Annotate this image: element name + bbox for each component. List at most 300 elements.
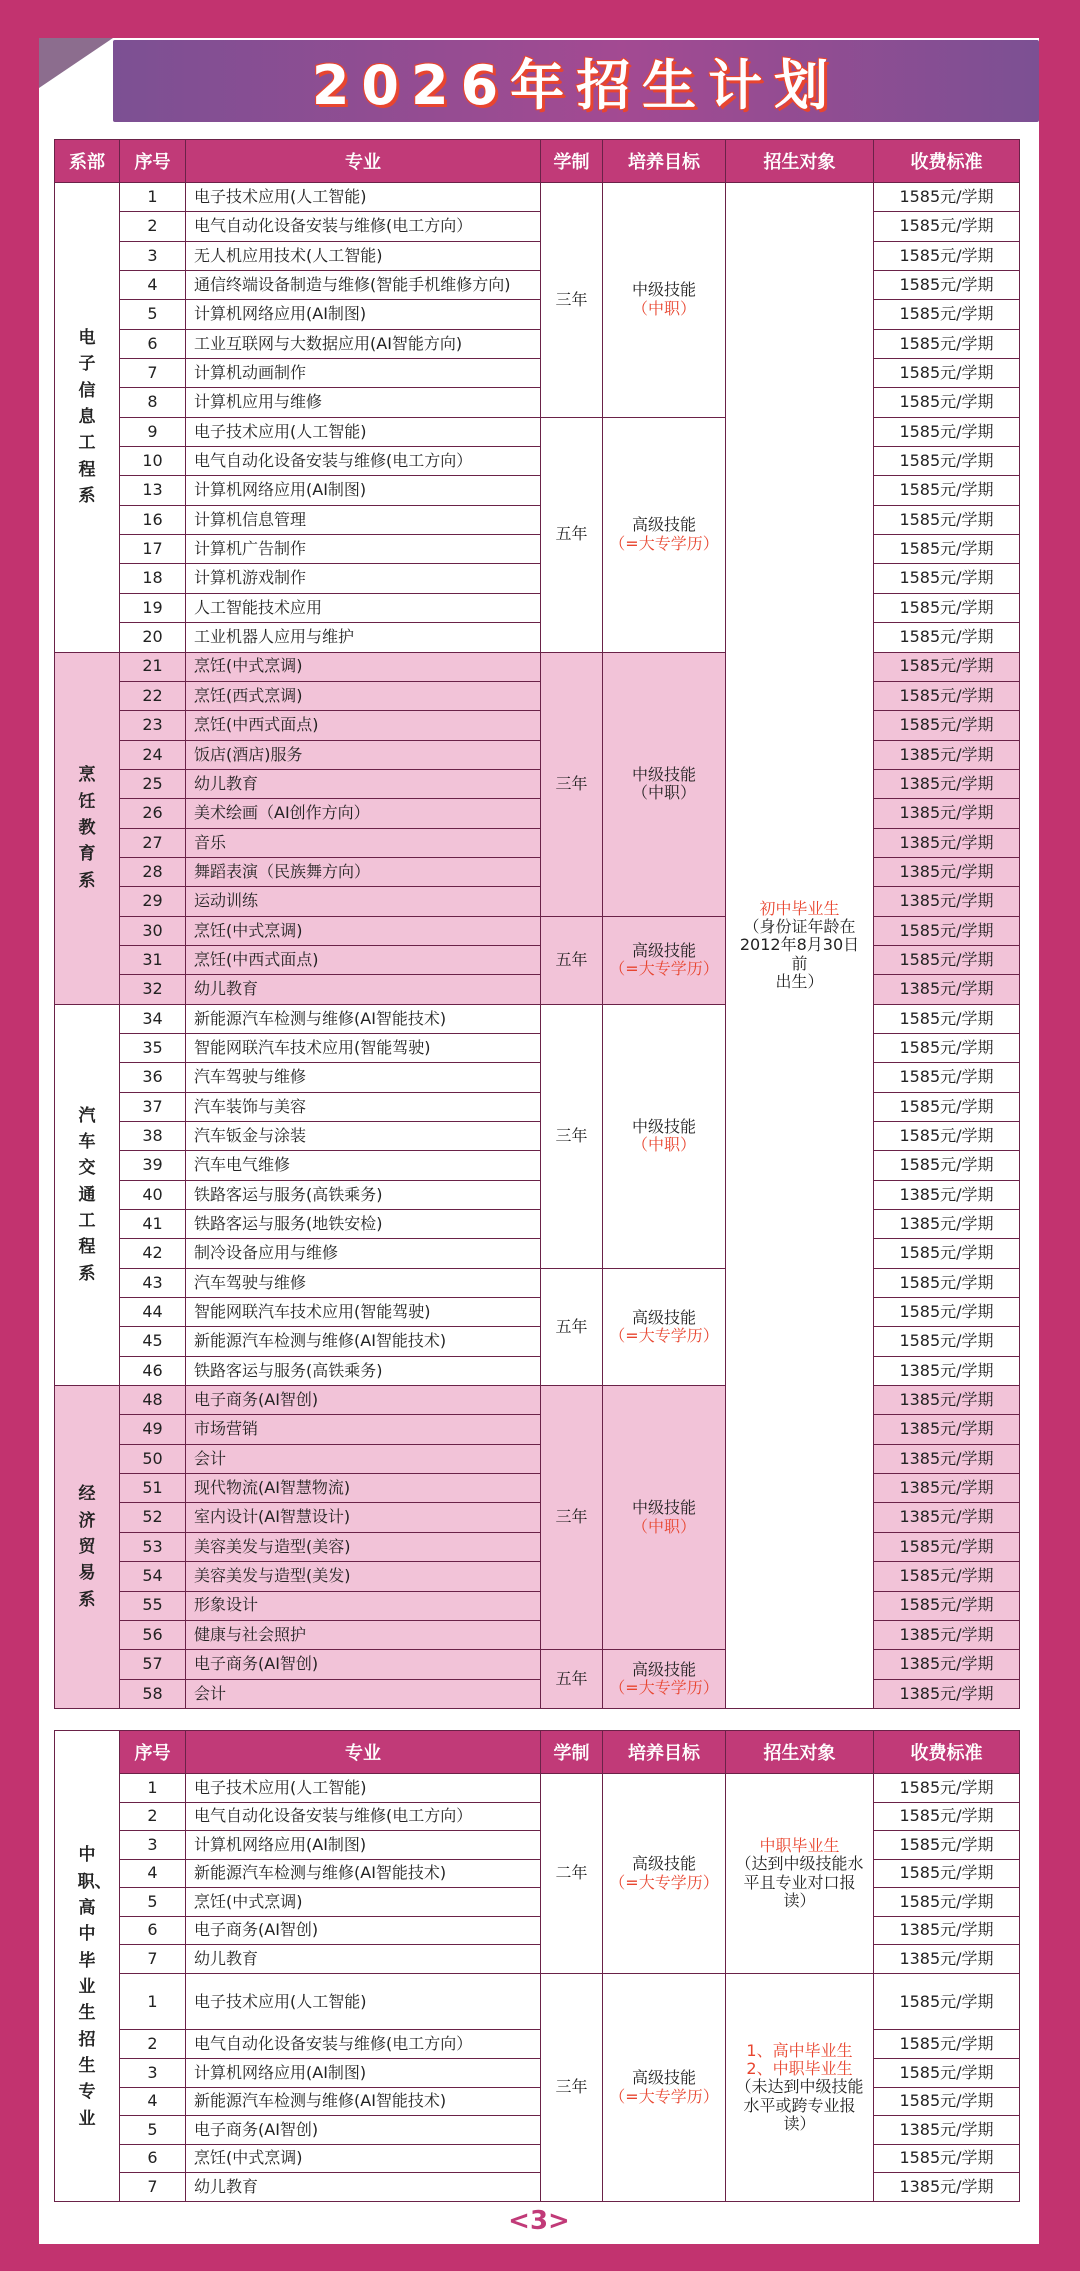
major-name: 烹饪(中式烹调) <box>186 2144 541 2173</box>
fee-cell: 1585元/学期 <box>874 593 1020 622</box>
fee-cell: 1585元/学期 <box>874 447 1020 476</box>
row-number: 49 <box>120 1415 186 1444</box>
table-row <box>55 1831 1020 1860</box>
target-line: 平且专业对口报 <box>743 1872 856 1892</box>
table-row <box>55 1298 1020 1327</box>
major-name: 计算机网络应用(AI制图) <box>186 1831 541 1860</box>
row-number: 21 <box>120 652 186 681</box>
row-number: 45 <box>120 1327 186 1356</box>
goal-level: 中级技能 <box>631 1116 696 1136</box>
duration-cell: 五年 <box>541 916 603 1004</box>
fee-cell: 1585元/学期 <box>874 1888 1020 1917</box>
table-row <box>55 1591 1020 1620</box>
fee-cell: 1585元/学期 <box>874 1063 1020 1092</box>
goal-level: 中级技能 <box>631 764 696 784</box>
table-row <box>55 916 1020 945</box>
fee-cell: 1385元/学期 <box>874 769 1020 798</box>
fee-cell: 1385元/学期 <box>874 1679 1020 1708</box>
target-line: 读） <box>783 2114 816 2134</box>
fee-cell: 1585元/学期 <box>874 711 1020 740</box>
row-number: 27 <box>120 828 186 857</box>
major-name: 计算机广告制作 <box>186 535 541 564</box>
row-number: 29 <box>120 887 186 916</box>
fee-cell: 1585元/学期 <box>874 2144 1020 2173</box>
header-number: 序号 <box>120 140 186 183</box>
goal-level: 中级技能 <box>631 280 696 300</box>
table-row <box>55 593 1020 622</box>
major-name: 电子技术应用(人工智能) <box>186 417 541 446</box>
fee-cell: 1585元/学期 <box>874 1298 1020 1327</box>
goal-qualification: （=大专学历） <box>609 959 719 979</box>
header-target: 招生对象 <box>726 1731 874 1774</box>
row-number: 20 <box>120 623 186 652</box>
row-number: 3 <box>120 2058 186 2087</box>
major-name: 美容美发与造型(美容) <box>186 1532 541 1561</box>
header-duration: 学制 <box>541 1731 603 1774</box>
department-cell <box>55 1004 120 1385</box>
row-number: 9 <box>120 417 186 446</box>
table-row <box>55 2116 1020 2145</box>
major-name: 美术绘画（AI创作方向） <box>186 799 541 828</box>
table-row <box>55 359 1020 388</box>
fee-cell: 1585元/学期 <box>874 1327 1020 1356</box>
duration-cell: 三年 <box>541 1974 603 2202</box>
major-name: 电子商务(AI智创) <box>186 1650 541 1679</box>
fee-cell: 1585元/学期 <box>874 212 1020 241</box>
table-row <box>55 1945 1020 1974</box>
table-row <box>55 564 1020 593</box>
fee-cell: 1385元/学期 <box>874 1444 1020 1473</box>
major-name: 铁路客运与服务(高铁乘务) <box>186 1180 541 1209</box>
fee-cell: 1585元/学期 <box>874 2030 1020 2059</box>
table-row <box>55 1122 1020 1151</box>
goal-cell <box>603 916 726 1004</box>
row-number: 44 <box>120 1298 186 1327</box>
row-number: 37 <box>120 1092 186 1121</box>
fee-cell: 1585元/学期 <box>874 1562 1020 1591</box>
page-title: 2026年招生计划 <box>311 53 841 117</box>
goal-qualification: （中职） <box>631 298 696 318</box>
row-number: 51 <box>120 1474 186 1503</box>
table-row <box>55 1974 1020 2030</box>
department-name: 中职、高中毕业生招生专业 <box>77 1845 112 2129</box>
major-name: 室内设计(AI智慧设计) <box>186 1503 541 1532</box>
row-number: 7 <box>120 359 186 388</box>
target-line: 2012年8月30日前 <box>739 935 860 973</box>
table-row <box>55 241 1020 270</box>
major-name: 铁路客运与服务(地铁安检) <box>186 1210 541 1239</box>
fee-cell: 1585元/学期 <box>874 2058 1020 2087</box>
row-number: 48 <box>120 1386 186 1415</box>
table-row <box>55 1004 1020 1033</box>
fee-cell: 1585元/学期 <box>874 1239 1020 1268</box>
major-name: 新能源汽车检测与维修(AI智能技术) <box>186 1004 541 1033</box>
table-row <box>55 1151 1020 1180</box>
fee-cell: 1385元/学期 <box>874 1474 1020 1503</box>
fee-cell: 1585元/学期 <box>874 623 1020 652</box>
fee-cell: 1585元/学期 <box>874 1151 1020 1180</box>
goal-cell <box>603 1386 726 1650</box>
table-row <box>55 1415 1020 1444</box>
fee-cell: 1585元/学期 <box>874 2087 1020 2116</box>
table-row <box>55 1532 1020 1561</box>
major-name: 新能源汽车检测与维修(AI智能技术) <box>186 2087 541 2116</box>
major-name: 电气自动化设备安装与维修(电工方向） <box>186 447 541 476</box>
row-number: 1 <box>120 183 186 212</box>
goal-qualification: （中职） <box>631 783 696 803</box>
enrollment-table <box>54 139 1020 1709</box>
fee-cell: 1585元/学期 <box>874 681 1020 710</box>
fee-cell: 1585元/学期 <box>874 916 1020 945</box>
row-number: 10 <box>120 447 186 476</box>
goal-qualification: （=大专学历） <box>609 533 719 553</box>
corner-decoration <box>39 38 113 88</box>
table-row <box>55 505 1020 534</box>
table-row <box>55 623 1020 652</box>
fee-cell: 1385元/学期 <box>874 2173 1020 2202</box>
duration-cell: 五年 <box>541 1268 603 1385</box>
row-number: 39 <box>120 1151 186 1180</box>
major-name: 会计 <box>186 1444 541 1473</box>
row-number: 31 <box>120 945 186 974</box>
header-goal: 培养目标 <box>603 140 726 183</box>
major-name: 音乐 <box>186 828 541 857</box>
fee-cell: 1585元/学期 <box>874 1122 1020 1151</box>
fee-cell: 1385元/学期 <box>874 1386 1020 1415</box>
table-row <box>55 2173 1020 2202</box>
goal-cell <box>603 1650 726 1709</box>
fee-cell: 1585元/学期 <box>874 1802 1020 1831</box>
row-number: 35 <box>120 1033 186 1062</box>
major-name: 计算机应用与维修 <box>186 388 541 417</box>
major-name: 计算机信息管理 <box>186 505 541 534</box>
target-line: 初中毕业生 <box>759 898 840 918</box>
fee-cell: 1585元/学期 <box>874 329 1020 358</box>
row-number: 32 <box>120 975 186 1004</box>
major-name: 电子技术应用(人工智能) <box>186 1974 541 2030</box>
enrollment-table-body <box>55 183 1020 1709</box>
department-name: 烹饪教育系 <box>78 765 96 891</box>
goal-qualification: （=大专学历） <box>609 1678 719 1698</box>
goal-cell <box>603 1774 726 1974</box>
row-number: 2 <box>120 1802 186 1831</box>
goal-qualification: （=大专学历） <box>609 1872 719 1892</box>
row-number: 4 <box>120 1859 186 1888</box>
major-name: 电气自动化设备安装与维修(电工方向） <box>186 2030 541 2059</box>
duration-cell: 三年 <box>541 1386 603 1650</box>
row-number: 1 <box>120 1774 186 1803</box>
major-name: 健康与社会照护 <box>186 1620 541 1649</box>
row-number: 41 <box>120 1210 186 1239</box>
table-row <box>55 2087 1020 2116</box>
target-cell <box>726 1974 874 2202</box>
table-row <box>55 1180 1020 1209</box>
department-cell <box>55 1386 120 1709</box>
header-duration: 学制 <box>541 140 603 183</box>
fee-cell: 1585元/学期 <box>874 1033 1020 1062</box>
major-name: 电子商务(AI智创) <box>186 2116 541 2145</box>
table-row <box>55 1888 1020 1917</box>
fee-cell: 1385元/学期 <box>874 740 1020 769</box>
fee-cell: 1385元/学期 <box>874 1210 1020 1239</box>
goal-cell <box>603 1004 726 1268</box>
target-line: （身份证年龄在 <box>743 916 856 936</box>
duration-cell: 五年 <box>541 417 603 652</box>
fee-cell: 1385元/学期 <box>874 1180 1020 1209</box>
duration-cell: 二年 <box>541 1774 603 1974</box>
major-name: 新能源汽车检测与维修(AI智能技术) <box>186 1859 541 1888</box>
duration-cell: 三年 <box>541 652 603 916</box>
row-number: 6 <box>120 329 186 358</box>
major-name: 电子商务(AI智创) <box>186 1386 541 1415</box>
table-row <box>55 681 1020 710</box>
header-goal: 培养目标 <box>603 1731 726 1774</box>
major-name: 烹饪(中西式面点) <box>186 945 541 974</box>
fee-cell: 1385元/学期 <box>874 975 1020 1004</box>
major-name: 计算机游戏制作 <box>186 564 541 593</box>
major-name: 计算机网络应用(AI制图) <box>186 300 541 329</box>
goal-level: 高级技能 <box>631 940 696 960</box>
header-department: 系部 <box>55 140 120 183</box>
table-row <box>55 1679 1020 1708</box>
fee-cell: 1585元/学期 <box>874 505 1020 534</box>
fee-cell: 1585元/学期 <box>874 1774 1020 1803</box>
major-name: 烹饪(中式烹调) <box>186 916 541 945</box>
table-row <box>55 1620 1020 1649</box>
fee-cell: 1385元/学期 <box>874 887 1020 916</box>
department-name: 汽车交通工程系 <box>78 1105 96 1284</box>
fee-cell: 1585元/学期 <box>874 183 1020 212</box>
major-name: 智能网联汽车技术应用(智能驾驶) <box>186 1298 541 1327</box>
row-number: 7 <box>120 2173 186 2202</box>
goal-level: 高级技能 <box>631 1659 696 1679</box>
major-name: 人工智能技术应用 <box>186 593 541 622</box>
fee-cell: 1385元/学期 <box>874 1945 1020 1974</box>
table-row <box>55 1650 1020 1679</box>
fee-cell: 1585元/学期 <box>874 1532 1020 1561</box>
fee-cell: 1585元/学期 <box>874 1859 1020 1888</box>
table-row <box>55 535 1020 564</box>
table-row <box>55 447 1020 476</box>
row-number: 2 <box>120 212 186 241</box>
major-name: 制冷设备应用与维修 <box>186 1239 541 1268</box>
table-row <box>55 2058 1020 2087</box>
table-row <box>55 1327 1020 1356</box>
page-number: <3> <box>508 2206 570 2236</box>
row-number: 13 <box>120 476 186 505</box>
table-row <box>55 1210 1020 1239</box>
header-number: 序号 <box>120 1731 186 1774</box>
major-name: 汽车驾驶与维修 <box>186 1063 541 1092</box>
table-row <box>55 799 1020 828</box>
target-line: 水平或跨专业报 <box>743 2095 856 2115</box>
table-row <box>55 1356 1020 1385</box>
goal-qualification: （=大专学历） <box>609 1325 719 1345</box>
fee-cell: 1585元/学期 <box>874 300 1020 329</box>
row-number: 17 <box>120 535 186 564</box>
table-row <box>55 652 1020 681</box>
major-name: 烹饪(中式烹调) <box>186 652 541 681</box>
table-row <box>55 300 1020 329</box>
table-row <box>55 1916 1020 1945</box>
table-row <box>55 1386 1020 1415</box>
row-number: 5 <box>120 1888 186 1917</box>
major-name: 通信终端设备制造与维修(智能手机维修方向) <box>186 271 541 300</box>
major-name: 汽车装饰与美容 <box>186 1092 541 1121</box>
table-row <box>55 2144 1020 2173</box>
row-number: 58 <box>120 1679 186 1708</box>
target-line: （达到中级技能水 <box>735 1854 864 1874</box>
fee-cell: 1585元/学期 <box>874 241 1020 270</box>
row-number: 40 <box>120 1180 186 1209</box>
header-major: 专业 <box>186 1731 541 1774</box>
table-row <box>55 271 1020 300</box>
table-header-row <box>55 140 1020 183</box>
table-row <box>55 388 1020 417</box>
row-number: 23 <box>120 711 186 740</box>
table-row <box>55 329 1020 358</box>
table-row <box>55 1562 1020 1591</box>
row-number: 18 <box>120 564 186 593</box>
row-number: 6 <box>120 1916 186 1945</box>
row-number: 38 <box>120 1122 186 1151</box>
graduate-table-body <box>55 1774 1020 2202</box>
major-name: 智能网联汽车技术应用(智能驾驶) <box>186 1033 541 1062</box>
table-row <box>55 1474 1020 1503</box>
major-name: 工业机器人应用与维护 <box>186 623 541 652</box>
table-row <box>55 1444 1020 1473</box>
target-cell <box>726 1774 874 1974</box>
table-row <box>55 1268 1020 1297</box>
fee-cell: 1585元/学期 <box>874 417 1020 446</box>
major-name: 市场营销 <box>186 1415 541 1444</box>
fee-cell: 1385元/学期 <box>874 1916 1020 1945</box>
major-name: 幼儿教育 <box>186 975 541 1004</box>
major-name: 铁路客运与服务(高铁乘务) <box>186 1356 541 1385</box>
fee-cell: 1385元/学期 <box>874 828 1020 857</box>
goal-level: 中级技能 <box>631 1498 696 1518</box>
fee-cell: 1385元/学期 <box>874 2116 1020 2145</box>
header-target: 招生对象 <box>726 140 874 183</box>
fee-cell: 1585元/学期 <box>874 1268 1020 1297</box>
row-number: 4 <box>120 2087 186 2116</box>
major-name: 幼儿教育 <box>186 769 541 798</box>
goal-level: 高级技能 <box>631 2068 696 2088</box>
row-number: 42 <box>120 1239 186 1268</box>
major-name: 电子技术应用(人工智能) <box>186 1774 541 1803</box>
department-cell <box>55 1774 120 2202</box>
table-row <box>55 1774 1020 1803</box>
target-line: 2、中职毕业生 <box>746 2058 853 2078</box>
department-cell <box>55 183 120 653</box>
row-number: 55 <box>120 1591 186 1620</box>
row-number: 1 <box>120 1974 186 2030</box>
row-number: 25 <box>120 769 186 798</box>
table-row <box>55 740 1020 769</box>
major-name: 烹饪(中式烹调) <box>186 1888 541 1917</box>
row-number: 2 <box>120 2030 186 2059</box>
goal-cell <box>603 417 726 652</box>
table-header-row <box>55 1731 1020 1774</box>
table-row <box>55 857 1020 886</box>
row-number: 57 <box>120 1650 186 1679</box>
department-name: 经济贸易系 <box>78 1484 96 1610</box>
fee-cell: 1385元/学期 <box>874 1503 1020 1532</box>
header-fee: 收费标准 <box>874 1731 1020 1774</box>
fee-cell: 1585元/学期 <box>874 388 1020 417</box>
table-row <box>55 2030 1020 2059</box>
header-fee: 收费标准 <box>874 140 1020 183</box>
target-line: 读） <box>783 1890 816 1910</box>
major-name: 烹饪(中西式面点) <box>186 711 541 740</box>
row-number: 3 <box>120 241 186 270</box>
fee-cell: 1385元/学期 <box>874 857 1020 886</box>
table-row <box>55 828 1020 857</box>
major-name: 无人机应用技术(人工智能) <box>186 241 541 270</box>
table-row <box>55 212 1020 241</box>
row-number: 24 <box>120 740 186 769</box>
goal-cell <box>603 652 726 916</box>
row-number: 56 <box>120 1620 186 1649</box>
row-number: 8 <box>120 388 186 417</box>
major-name: 会计 <box>186 1679 541 1708</box>
major-name: 烹饪(西式烹调) <box>186 681 541 710</box>
table-row <box>55 1802 1020 1831</box>
row-number: 53 <box>120 1532 186 1561</box>
row-number: 6 <box>120 2144 186 2173</box>
goal-level: 高级技能 <box>631 515 696 535</box>
fee-cell: 1585元/学期 <box>874 476 1020 505</box>
major-name: 汽车电气维修 <box>186 1151 541 1180</box>
fee-cell: 1385元/学期 <box>874 1650 1020 1679</box>
title-banner <box>113 40 1039 122</box>
table-row <box>55 417 1020 446</box>
major-name: 工业互联网与大数据应用(AI智能方向) <box>186 329 541 358</box>
row-number: 7 <box>120 1945 186 1974</box>
row-number: 26 <box>120 799 186 828</box>
table-row <box>55 711 1020 740</box>
row-number: 16 <box>120 505 186 534</box>
row-number: 5 <box>120 2116 186 2145</box>
table-row <box>55 1033 1020 1062</box>
table-row <box>55 1063 1020 1092</box>
duration-cell: 五年 <box>541 1650 603 1709</box>
row-number: 3 <box>120 1831 186 1860</box>
major-name: 现代物流(AI智慧物流) <box>186 1474 541 1503</box>
row-number: 54 <box>120 1562 186 1591</box>
fee-cell: 1585元/学期 <box>874 652 1020 681</box>
row-number: 46 <box>120 1356 186 1385</box>
target-cell <box>726 183 874 1709</box>
row-number: 36 <box>120 1063 186 1092</box>
row-number: 28 <box>120 857 186 886</box>
goal-cell <box>603 1974 726 2202</box>
goal-level: 高级技能 <box>631 1854 696 1874</box>
table-row <box>55 1503 1020 1532</box>
goal-qualification: （中职） <box>631 1135 696 1155</box>
major-name: 汽车驾驶与维修 <box>186 1268 541 1297</box>
row-number: 19 <box>120 593 186 622</box>
major-name: 电气自动化设备安装与维修(电工方向） <box>186 1802 541 1831</box>
row-number: 34 <box>120 1004 186 1033</box>
row-number: 43 <box>120 1268 186 1297</box>
duration-cell: 三年 <box>541 1004 603 1268</box>
goal-qualification: （中职） <box>631 1516 696 1536</box>
fee-cell: 1585元/学期 <box>874 945 1020 974</box>
graduate-enrollment-table <box>54 1730 1020 2202</box>
goal-level: 高级技能 <box>631 1307 696 1327</box>
page-panel <box>39 38 1039 2244</box>
